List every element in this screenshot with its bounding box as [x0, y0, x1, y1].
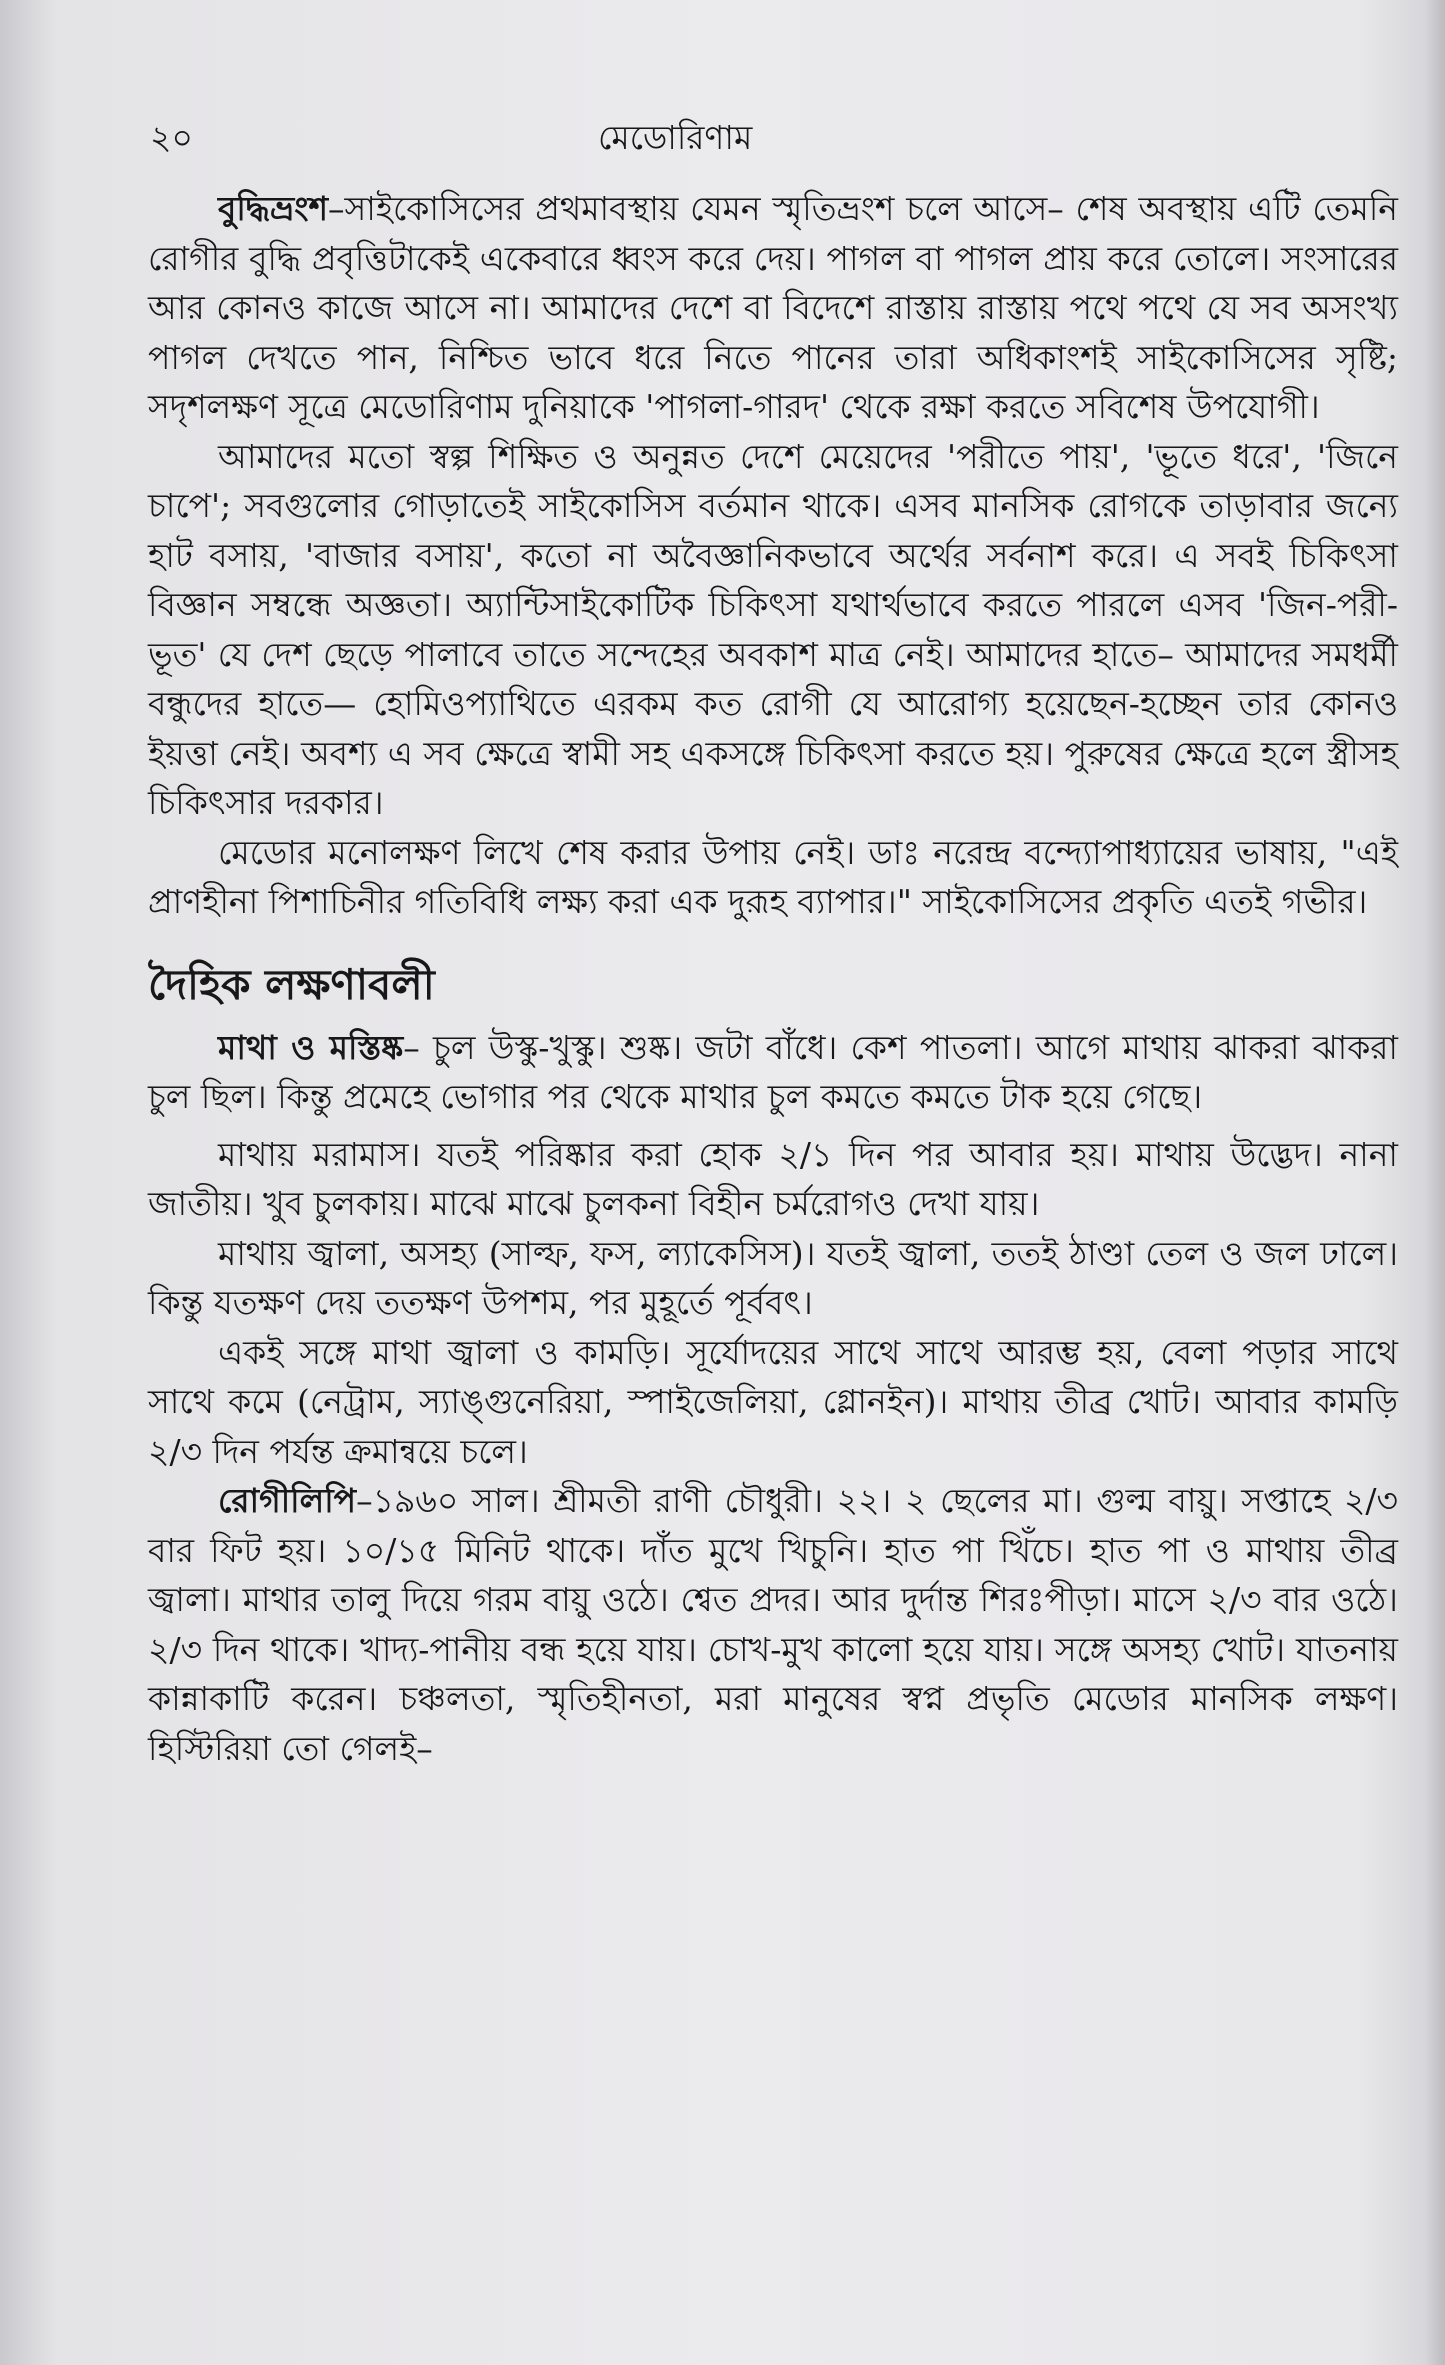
- paragraph-case-record: [148, 1476, 1398, 1773]
- running-head: [148, 112, 1398, 164]
- paragraph-body: –সাইকোসিসের প্রথমাবস্থায় যেমন স্মৃতিভ্রংশ চলে আসে– শেষ অবস্থায় এটি তেমনি রোগীর বুদ্ধি প্রবৃত্তিটাকেই একেবারে ধ্বংস করে দেয়। পাগল বা পাগল প্রায় করে তোলে। সংসারের আর কোনও কাজে আসে না। আমাদের দেশে বা বিদেশে রাস্তায় রাস্তায় পথে পথে যে সব অসংখ্য পাগল দেখতে পান, নিশ্চিত ভাবে ধরে নিতে পানের তারা অধিকাংশই সাইকোসিসের সৃষ্টি; সদৃশলক্ষণ সূত্রে মেডোরিণাম দুনিয়াকে 'পাগলা-গারদ' থেকে রক্ষা করতে সবিশেষ উপযোগী।: [148, 189, 1398, 426]
- paragraph-lead: মাথা ও মস্তিষ্ক: [218, 1027, 404, 1067]
- section-heading: দৈহিক লক্ষণাবলী: [148, 959, 435, 1009]
- paragraph-intellect-loss: [148, 184, 1398, 432]
- paragraph-mental-symptoms: মেডোর মনোলক্ষণ লিখে শেষ করার উপায় নেই। ডাঃ নরেন্দ্র বন্দ্যোপাধ্যায়ের ভাষায়, "এই প্রাণহীনা পিশাচিনীর গতিবিধি লক্ষ্য করা এক দুরূহ ব্যাপার।" সাইকোসিসের প্রকৃতি এতই গভীর।: [148, 832, 1398, 921]
- paragraph-body: –১৯৬০ সাল। শ্রীমতী রাণী চৌধুরী। ২২। ২ ছেলের মা। গুল্ম বায়ু। সপ্তাহে ২/৩ বার ফিট হয়। ১০/১৫ মিনিট থাকে। দাঁত মুখে খিচুনি। হাত পা খিঁচে। হাত পা ও মাথায় তীব্র জ্বালা। মাথার তালু দিয়ে গরম বায়ু ওঠে। শ্বেত প্রদর। আর দুর্দান্ত শিরঃপীড়া। মাসে ২/৩ বার ওঠে। ২/৩ দিন থাকে। খাদ্য-পানীয় বন্ধ হয়ে যায়। চোখ-মুখ কালো হয়ে যায়। সঙ্গে অসহ্য খোট। যাতনায় কান্নাকাটি করেন। চঞ্চলতা, স্মৃতিহীনতা, মরা মানুষের স্বপ্ন প্রভৃতি মেডোর মানসিক লক্ষণ। হিস্টিরিয়া তো গেলই–: [148, 1481, 1398, 1768]
- paragraph-burning-biting: একই সঙ্গে মাথা জ্বালা ও কামড়ি। সূর্যোদয়ের সাথে সাথে আরম্ভ হয়, বেলা পড়ার সাথে সাথে কমে (নেট্রাম, স্যাঙ্গুনেরিয়া, স্পাইজেলিয়া, গ্লোনইন)। মাথায় তীব্র খোট। আবার কামড়ি ২/৩ দিন পর্যন্ত ক্রমান্বয়ে চলে।: [148, 1332, 1398, 1471]
- paragraph-dandruff: মাথায় মরামাস। যতই পরিষ্কার করা হোক ২/১ দিন পর আবার হয়। মাথায় উদ্ভেদ। নানা জাতীয়। খুব চুলকায়। মাঝে মাঝে চুলকনা বিহীন চর্মরোগও দেখা যায়।: [148, 1134, 1398, 1223]
- paragraph-lead: বুদ্ধিভ্রংশ: [218, 189, 328, 228]
- paragraph-lead: রোগীলিপি: [218, 1481, 357, 1520]
- paragraph-body: – চুল উস্কু-খুস্কু। শুষ্ক। জটা বাঁধে। কেশ পাতলা। আগে মাথায় ঝাকরা ঝাকরা চুল ছিল। কিন্তু প্রমেহে ভোগার পর থেকে মাথার চুল কমতে কমতে টাক হয়ে গেছে।: [148, 1027, 1398, 1116]
- paragraph-superstition: আমাদের মতো স্বল্প শিক্ষিত ও অনুন্নত দেশে মেয়েদের 'পরীতে পায়', 'ভূতে ধরে', 'জিনে চাপে'; সবগুলোর গোড়াতেই সাইকোসিস বর্তমান থাকে। এসব মানসিক রোগকে তাড়াবার জন্যে হাট বসায়, 'বাজার বসায়', কতো না অবৈজ্ঞানিকভাবে অর্থের সর্বনাশ করে। এ সবই চিকিৎসা বিজ্ঞান সম্বন্ধে অজ্ঞতা। অ্যান্টিসাইকোটিক চিকিৎসা যথার্থভাবে করতে পারলে এসব 'জিন-পরী-ভূত' যে দেশ ছেড়ে পালাবে তাতে সন্দেহের অবকাশ মাত্র নেই। আমাদের হাতে– আমাদের সমধর্মী বন্ধুদের হাতে— হোমিওপ্যাথিতে এরকম কত রোগী যে আরোগ্য হয়েছেন-হচ্ছেন তার কোনও ইয়ত্তা নেই। অবশ্য এ সব ক্ষেত্রে স্বামী সহ একসঙ্গে চিকিৎসা করতে হয়। পুরুষের ক্ষেত্রে হলে স্ত্রীসহ চিকিৎসার দরকার।: [148, 436, 1398, 822]
- text-column: [148, 112, 1398, 1773]
- page-edge-shadow: [1425, 0, 1445, 2365]
- paragraph-head-brain: [148, 1023, 1398, 1122]
- book-title: মেডোরিণাম: [598, 118, 753, 157]
- paragraph-burning: মাথায় জ্বালা, অসহ্য (সাল্ফ, ফস, ল্যাকেসিস)। যতই জ্বালা, ততই ঠাণ্ডা তেল ও জল ঢালে। কিন্তু যতক্ষণ দেয় ততক্ষণ উপশম, পর মুহূর্তে পূর্ববৎ।: [148, 1233, 1398, 1322]
- page-number: ২০: [150, 118, 193, 157]
